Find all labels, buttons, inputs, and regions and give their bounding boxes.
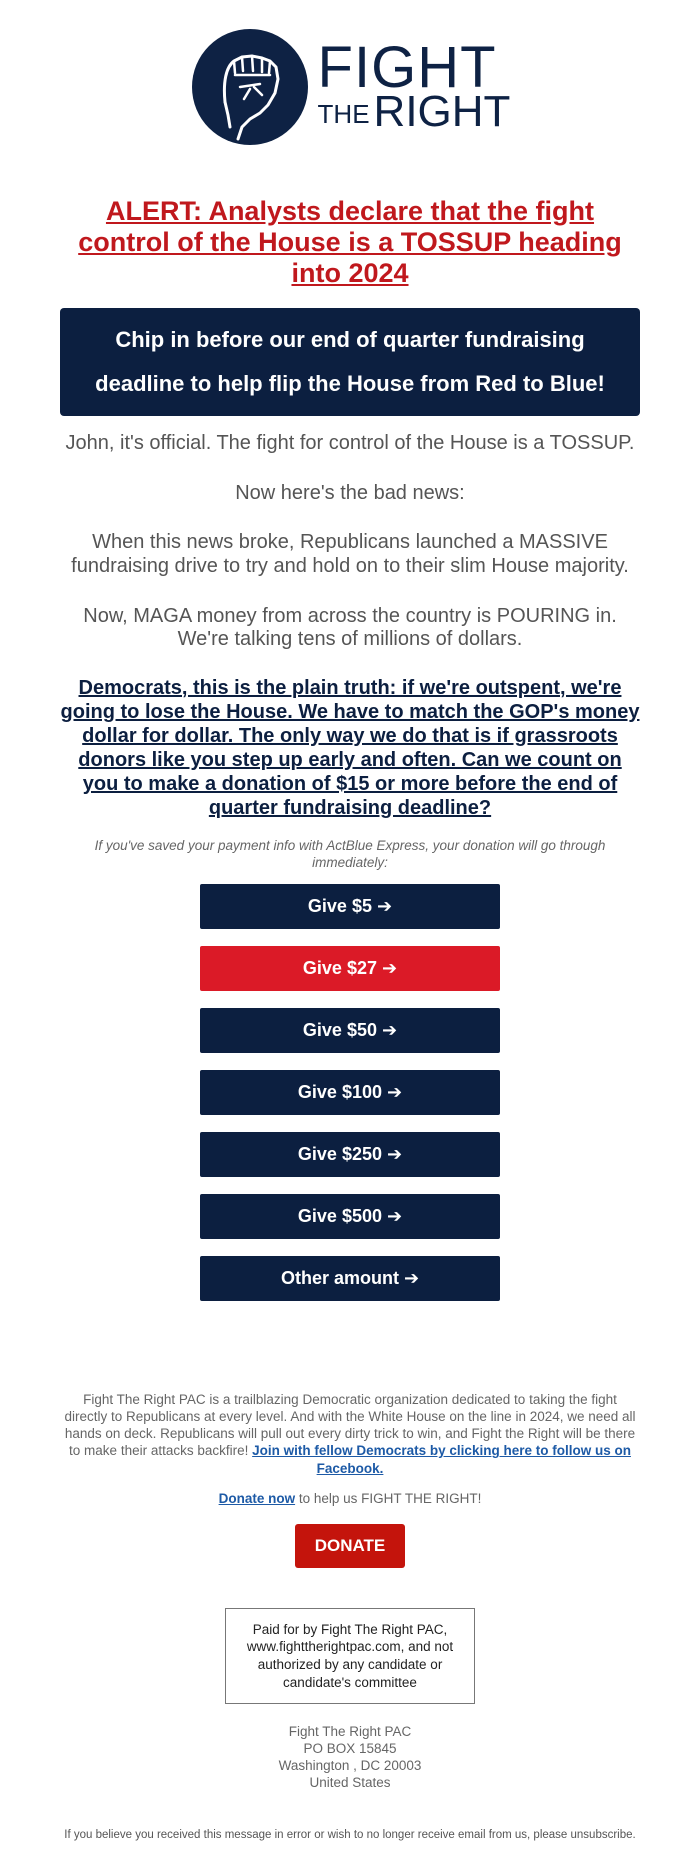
unsubscribe-link[interactable]: If you believe you received this message in error or wish to no longer receive email from us, please unsubscribe. bbox=[64, 1828, 636, 1841]
donation-buttons bbox=[60, 884, 640, 1301]
body-paragraph-4b: We're talking tens of millions of dollars. bbox=[177, 628, 523, 651]
body-paragraph-4a: Now, MAGA money from across the country is POURING in. bbox=[83, 604, 617, 627]
give-27-button[interactable]: Give $27 ➔ bbox=[200, 946, 500, 991]
appeal-link[interactable]: Democrats, this is the plain truth: if we're outspent, we're going to lose the House. We have to match the GOP's money dollar for dollar. The only way we do that is if grassroots donors like you step up early and often. Can we count on you to make a donation of $15 or more before the end of quarter fundraising deadline? bbox=[60, 676, 640, 819]
donate-now-link[interactable]: Donate now bbox=[218, 1490, 296, 1506]
banner-link[interactable] bbox=[60, 308, 640, 416]
footer-about bbox=[60, 1391, 640, 1477]
body-paragraph-2: Now here's the bad news: bbox=[235, 481, 465, 504]
give-500-button[interactable]: Give $500 ➔ bbox=[200, 1194, 500, 1239]
footer-about-text: Fight The Right PAC is a trailblazing Democratic organization dedicated to taking the fight directly to Republicans at every level. And with the White House on the line in 2024, we need all hands on deck. Republicans will pull out every dirty trick to win, and Fight the Right will be there to make their attacks backfire! bbox=[64, 1391, 636, 1459]
body-paragraph-1: John, it's official. The fight for control of the House is a TOSSUP. bbox=[65, 432, 635, 455]
logo-wordmark bbox=[317, 35, 511, 137]
body-paragraph-4 bbox=[60, 605, 640, 652]
address-line-4: United States bbox=[309, 1774, 391, 1790]
logo-line-right: RIGHT bbox=[373, 87, 511, 137]
other-amount-button[interactable]: Other amount ➔ bbox=[200, 1256, 500, 1301]
logo-line-fight: FIGHT bbox=[317, 35, 497, 101]
banner-line-1: Chip in before our end of quarter fundraising bbox=[115, 327, 585, 353]
postal-address bbox=[60, 1724, 640, 1792]
raised-fist-icon bbox=[190, 27, 310, 147]
facebook-link[interactable]: Join with fellow Democrats by clicking here to follow us on Facebook. bbox=[252, 1443, 631, 1476]
headline-link[interactable]: ALERT: Analysts declare that the fight control of the House is a TOSSUP heading into 2024 bbox=[78, 196, 622, 288]
give-250-button[interactable]: Give $250 ➔ bbox=[200, 1132, 500, 1177]
logo[interactable] bbox=[60, 22, 640, 152]
banner-line-2: deadline to help flip the House from Red to Blue! bbox=[95, 371, 605, 397]
give-100-button[interactable]: Give $100 ➔ bbox=[200, 1070, 500, 1115]
give-5-button[interactable]: Give $5 ➔ bbox=[200, 884, 500, 929]
actblue-note: If you've saved your payment info with ActBlue Express, your donation will go through immediately: bbox=[94, 837, 606, 870]
email-content bbox=[60, 22, 640, 1843]
donate-now-line bbox=[60, 1491, 640, 1506]
logo-line-the: THE bbox=[317, 98, 370, 129]
donate-now-rest: to help us FIGHT THE RIGHT! bbox=[298, 1490, 482, 1506]
donate-button[interactable]: DONATE bbox=[295, 1524, 406, 1568]
address-line-3: Washington , DC 20003 bbox=[278, 1757, 422, 1773]
address-line-2: PO BOX 15845 bbox=[303, 1741, 397, 1756]
address-line-1: Fight The Right PAC bbox=[288, 1724, 412, 1740]
give-50-button[interactable]: Give $50 ➔ bbox=[200, 1008, 500, 1053]
paid-for-box: Paid for by Fight The Right PAC, www.fighttherightpac.com, and not authorized by any candidate or candidate's committee bbox=[225, 1608, 475, 1704]
body-paragraph-3: When this news broke, Republicans launched a MASSIVE fundraising drive to try and hold on to their slim House majority. bbox=[71, 531, 629, 578]
